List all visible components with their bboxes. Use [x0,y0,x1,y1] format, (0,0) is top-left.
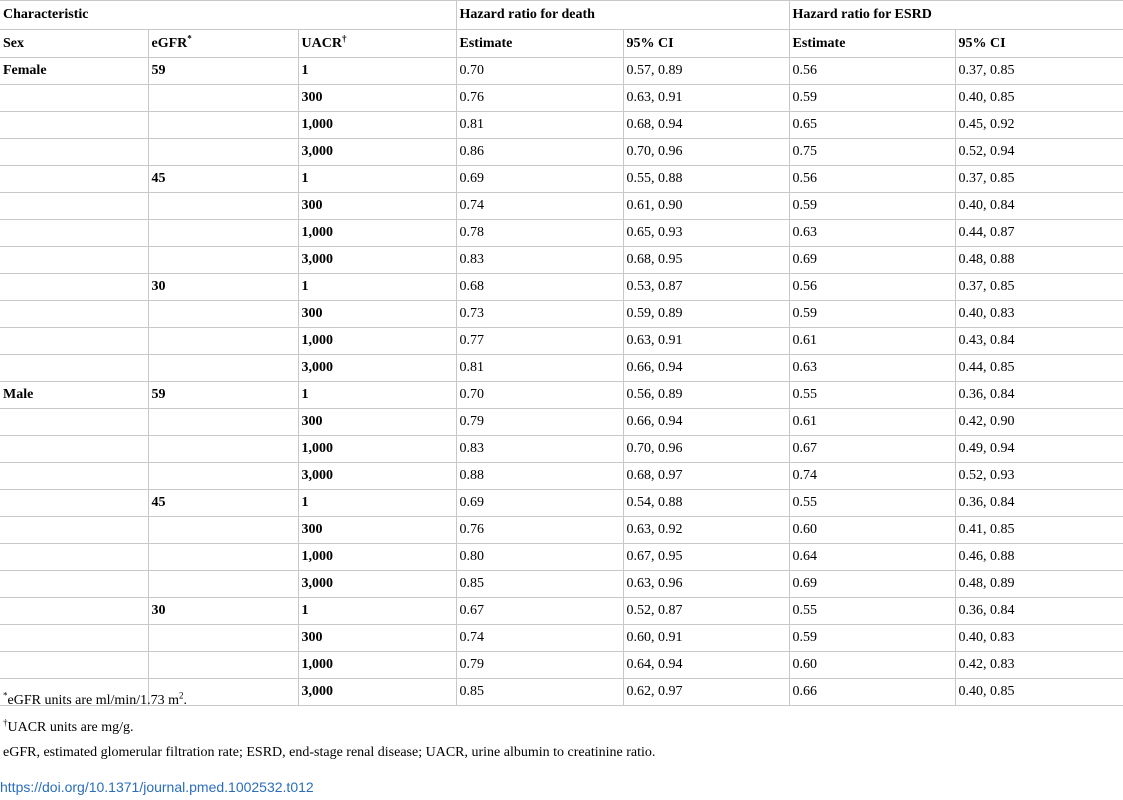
cell-death-ci: 0.68, 0.95 [623,247,789,274]
cell-sex [0,166,148,193]
cell-esrd-ci: 0.41, 0.85 [955,517,1123,544]
cell-esrd-estimate: 0.67 [789,436,955,463]
cell-uacr: 3,000 [298,679,456,706]
cell-uacr: 1,000 [298,328,456,355]
cell-uacr: 3,000 [298,355,456,382]
cell-death-ci: 0.63, 0.91 [623,85,789,112]
cell-esrd-estimate: 0.65 [789,112,955,139]
cell-esrd-ci: 0.36, 0.84 [955,490,1123,517]
cell-esrd-ci: 0.45, 0.92 [955,112,1123,139]
cell-esrd-estimate: 0.55 [789,490,955,517]
cell-death-ci: 0.70, 0.96 [623,139,789,166]
cell-egfr [148,112,298,139]
cell-uacr: 300 [298,85,456,112]
cell-egfr [148,220,298,247]
cell-death-ci: 0.52, 0.87 [623,598,789,625]
cell-sex [0,490,148,517]
cell-uacr: 1 [298,490,456,517]
cell-death-ci: 0.65, 0.93 [623,220,789,247]
table-row [0,274,1123,301]
cell-death-ci: 0.62, 0.97 [623,679,789,706]
cell-egfr [148,544,298,571]
footnote-period: . [183,693,187,708]
footnote-uacr-units [3,717,134,736]
cell-uacr: 1 [298,58,456,85]
cell-esrd-estimate: 0.56 [789,166,955,193]
cell-death-ci: 0.55, 0.88 [623,166,789,193]
footnote-mark-uacr: † [341,33,347,44]
header-row-top [0,1,1123,30]
superscript-two: 2 [179,690,184,701]
doi-link[interactable]: https://doi.org/10.1371/journal.pmed.1002532.t012 [0,779,314,795]
footnote-text: eGFR units are ml/min/1.73 m [7,693,179,708]
cell-sex [0,544,148,571]
cell-egfr [148,409,298,436]
cell-egfr [148,328,298,355]
cell-death-estimate: 0.83 [456,436,623,463]
table-row [0,112,1123,139]
table-row [0,193,1123,220]
cell-sex [0,436,148,463]
cell-esrd-estimate: 0.59 [789,193,955,220]
cell-sex [0,112,148,139]
header-death-ci: 95% CI [623,30,789,58]
header-hr-death: Hazard ratio for death [456,1,789,30]
cell-death-ci: 0.63, 0.96 [623,571,789,598]
cell-sex [0,355,148,382]
header-row-sub [0,30,1123,58]
cell-esrd-ci: 0.48, 0.88 [955,247,1123,274]
cell-esrd-ci: 0.40, 0.83 [955,625,1123,652]
cell-death-estimate: 0.70 [456,58,623,85]
cell-esrd-estimate: 0.64 [789,544,955,571]
cell-death-estimate: 0.69 [456,490,623,517]
cell-uacr: 1,000 [298,220,456,247]
cell-death-ci: 0.66, 0.94 [623,409,789,436]
cell-death-estimate: 0.86 [456,139,623,166]
cell-death-ci: 0.53, 0.87 [623,274,789,301]
cell-death-ci: 0.68, 0.97 [623,463,789,490]
table-row [0,598,1123,625]
cell-esrd-ci: 0.44, 0.85 [955,355,1123,382]
cell-death-estimate: 0.81 [456,112,623,139]
cell-death-ci: 0.54, 0.88 [623,490,789,517]
cell-uacr: 1 [298,274,456,301]
table-row [0,247,1123,274]
cell-esrd-ci: 0.36, 0.84 [955,382,1123,409]
cell-death-estimate: 0.85 [456,571,623,598]
header-egfr-label: eGFR [151,36,188,51]
cell-death-estimate: 0.80 [456,544,623,571]
table-row [0,328,1123,355]
cell-death-estimate: 0.83 [456,247,623,274]
cell-sex [0,625,148,652]
table-row [0,625,1123,652]
cell-esrd-ci: 0.44, 0.87 [955,220,1123,247]
cell-death-estimate: 0.74 [456,193,623,220]
cell-esrd-estimate: 0.66 [789,679,955,706]
cell-egfr [148,193,298,220]
cell-uacr: 1 [298,598,456,625]
cell-uacr: 1,000 [298,652,456,679]
cell-uacr: 3,000 [298,463,456,490]
table-row [0,85,1123,112]
cell-esrd-estimate: 0.61 [789,328,955,355]
table-row [0,166,1123,193]
cell-esrd-ci: 0.37, 0.85 [955,166,1123,193]
cell-esrd-estimate: 0.74 [789,463,955,490]
cell-death-estimate: 0.76 [456,517,623,544]
footnote-text: UACR units are mg/g. [7,720,134,735]
cell-sex [0,598,148,625]
cell-death-estimate: 0.77 [456,328,623,355]
cell-death-ci: 0.68, 0.94 [623,112,789,139]
cell-egfr [148,355,298,382]
cell-sex: Male [0,382,148,409]
cell-esrd-estimate: 0.55 [789,382,955,409]
cell-death-ci: 0.57, 0.89 [623,58,789,85]
cell-sex [0,652,148,679]
table-row [0,220,1123,247]
cell-esrd-ci: 0.40, 0.85 [955,679,1123,706]
table-row [0,409,1123,436]
cell-death-estimate: 0.79 [456,652,623,679]
cell-death-ci: 0.61, 0.90 [623,193,789,220]
cell-uacr: 1,000 [298,112,456,139]
cell-sex [0,301,148,328]
cell-sex [0,463,148,490]
cell-esrd-estimate: 0.60 [789,517,955,544]
footnote-mark-egfr: * [187,33,192,44]
cell-egfr [148,625,298,652]
cell-esrd-estimate: 0.63 [789,355,955,382]
cell-death-ci: 0.63, 0.92 [623,517,789,544]
header-uacr-label: UACR [301,36,342,51]
cell-death-ci: 0.59, 0.89 [623,301,789,328]
cell-egfr [148,436,298,463]
cell-death-estimate: 0.70 [456,382,623,409]
cell-uacr: 1,000 [298,544,456,571]
cell-death-estimate: 0.79 [456,409,623,436]
cell-esrd-estimate: 0.56 [789,58,955,85]
table-row [0,58,1123,85]
table-row [0,301,1123,328]
cell-sex [0,139,148,166]
cell-esrd-ci: 0.52, 0.94 [955,139,1123,166]
cell-death-estimate: 0.76 [456,85,623,112]
cell-esrd-estimate: 0.75 [789,139,955,166]
cell-egfr: 45 [148,490,298,517]
header-esrd-ci: 95% CI [955,30,1123,58]
cell-uacr: 1,000 [298,436,456,463]
cell-esrd-estimate: 0.55 [789,598,955,625]
cell-death-ci: 0.64, 0.94 [623,652,789,679]
cell-uacr: 3,000 [298,571,456,598]
header-characteristic: Characteristic [0,1,456,30]
header-esrd-estimate: Estimate [789,30,955,58]
cell-esrd-estimate: 0.60 [789,652,955,679]
cell-egfr [148,517,298,544]
cell-death-estimate: 0.85 [456,679,623,706]
cell-death-ci: 0.60, 0.91 [623,625,789,652]
cell-esrd-estimate: 0.59 [789,301,955,328]
cell-esrd-ci: 0.37, 0.85 [955,58,1123,85]
cell-egfr: 59 [148,382,298,409]
footnote-mark: * [3,690,8,701]
cell-death-estimate: 0.68 [456,274,623,301]
cell-uacr: 300 [298,301,456,328]
cell-esrd-ci: 0.42, 0.83 [955,652,1123,679]
cell-death-ci: 0.66, 0.94 [623,355,789,382]
cell-death-estimate: 0.88 [456,463,623,490]
cell-death-estimate: 0.74 [456,625,623,652]
cell-egfr [148,247,298,274]
cell-egfr: 45 [148,166,298,193]
cell-esrd-ci: 0.36, 0.84 [955,598,1123,625]
cell-esrd-ci: 0.52, 0.93 [955,463,1123,490]
footnote-egfr-units [3,690,187,709]
cell-esrd-ci: 0.48, 0.89 [955,571,1123,598]
cell-egfr [148,301,298,328]
cell-uacr: 300 [298,193,456,220]
table-row [0,355,1123,382]
footnote-mark: † [3,717,8,728]
cell-sex [0,220,148,247]
table-body [0,58,1123,706]
header-sex: Sex [0,30,148,58]
cell-sex [0,517,148,544]
cell-uacr: 3,000 [298,247,456,274]
cell-uacr: 1 [298,166,456,193]
cell-sex [0,247,148,274]
cell-esrd-estimate: 0.59 [789,85,955,112]
cell-esrd-estimate: 0.56 [789,274,955,301]
header-hr-esrd: Hazard ratio for ESRD [789,1,1123,30]
cell-esrd-ci: 0.43, 0.84 [955,328,1123,355]
cell-esrd-ci: 0.40, 0.84 [955,193,1123,220]
cell-esrd-ci: 0.40, 0.83 [955,301,1123,328]
cell-esrd-ci: 0.40, 0.85 [955,85,1123,112]
cell-death-estimate: 0.67 [456,598,623,625]
cell-esrd-estimate: 0.63 [789,220,955,247]
cell-uacr: 300 [298,409,456,436]
cell-uacr: 300 [298,517,456,544]
cell-egfr: 30 [148,598,298,625]
cell-death-ci: 0.56, 0.89 [623,382,789,409]
cell-esrd-ci: 0.49, 0.94 [955,436,1123,463]
cell-sex [0,328,148,355]
cell-egfr: 59 [148,58,298,85]
cell-esrd-ci: 0.46, 0.88 [955,544,1123,571]
cell-egfr [148,652,298,679]
header-uacr [298,30,456,58]
cell-uacr: 3,000 [298,139,456,166]
table-row [0,382,1123,409]
cell-death-ci: 0.63, 0.91 [623,328,789,355]
cell-death-estimate: 0.73 [456,301,623,328]
cell-egfr [148,139,298,166]
cell-esrd-estimate: 0.59 [789,625,955,652]
table-row [0,463,1123,490]
cell-esrd-estimate: 0.69 [789,571,955,598]
cell-esrd-ci: 0.37, 0.85 [955,274,1123,301]
cell-sex [0,193,148,220]
cell-sex: Female [0,58,148,85]
table-row [0,490,1123,517]
cell-sex [0,85,148,112]
table-row [0,139,1123,166]
cell-esrd-estimate: 0.61 [789,409,955,436]
cell-sex [0,571,148,598]
cell-sex [0,274,148,301]
table-row [0,652,1123,679]
cell-death-ci: 0.70, 0.96 [623,436,789,463]
header-egfr [148,30,298,58]
cell-death-estimate: 0.81 [456,355,623,382]
cell-uacr: 300 [298,625,456,652]
header-death-estimate: Estimate [456,30,623,58]
cell-esrd-ci: 0.42, 0.90 [955,409,1123,436]
cell-esrd-estimate: 0.69 [789,247,955,274]
cell-sex [0,409,148,436]
cell-egfr [148,463,298,490]
cell-egfr [148,571,298,598]
cell-egfr [148,85,298,112]
table-row [0,436,1123,463]
cell-death-ci: 0.67, 0.95 [623,544,789,571]
cell-egfr: 30 [148,274,298,301]
table-row [0,544,1123,571]
footnote-abbreviations: eGFR, estimated glomerular filtration rate; ESRD, end-stage renal disease; UACR, urine albumin to creatinine ratio. [3,745,656,760]
table-row [0,517,1123,544]
cell-death-estimate: 0.69 [456,166,623,193]
cell-uacr: 1 [298,382,456,409]
table-row [0,571,1123,598]
cell-death-estimate: 0.78 [456,220,623,247]
